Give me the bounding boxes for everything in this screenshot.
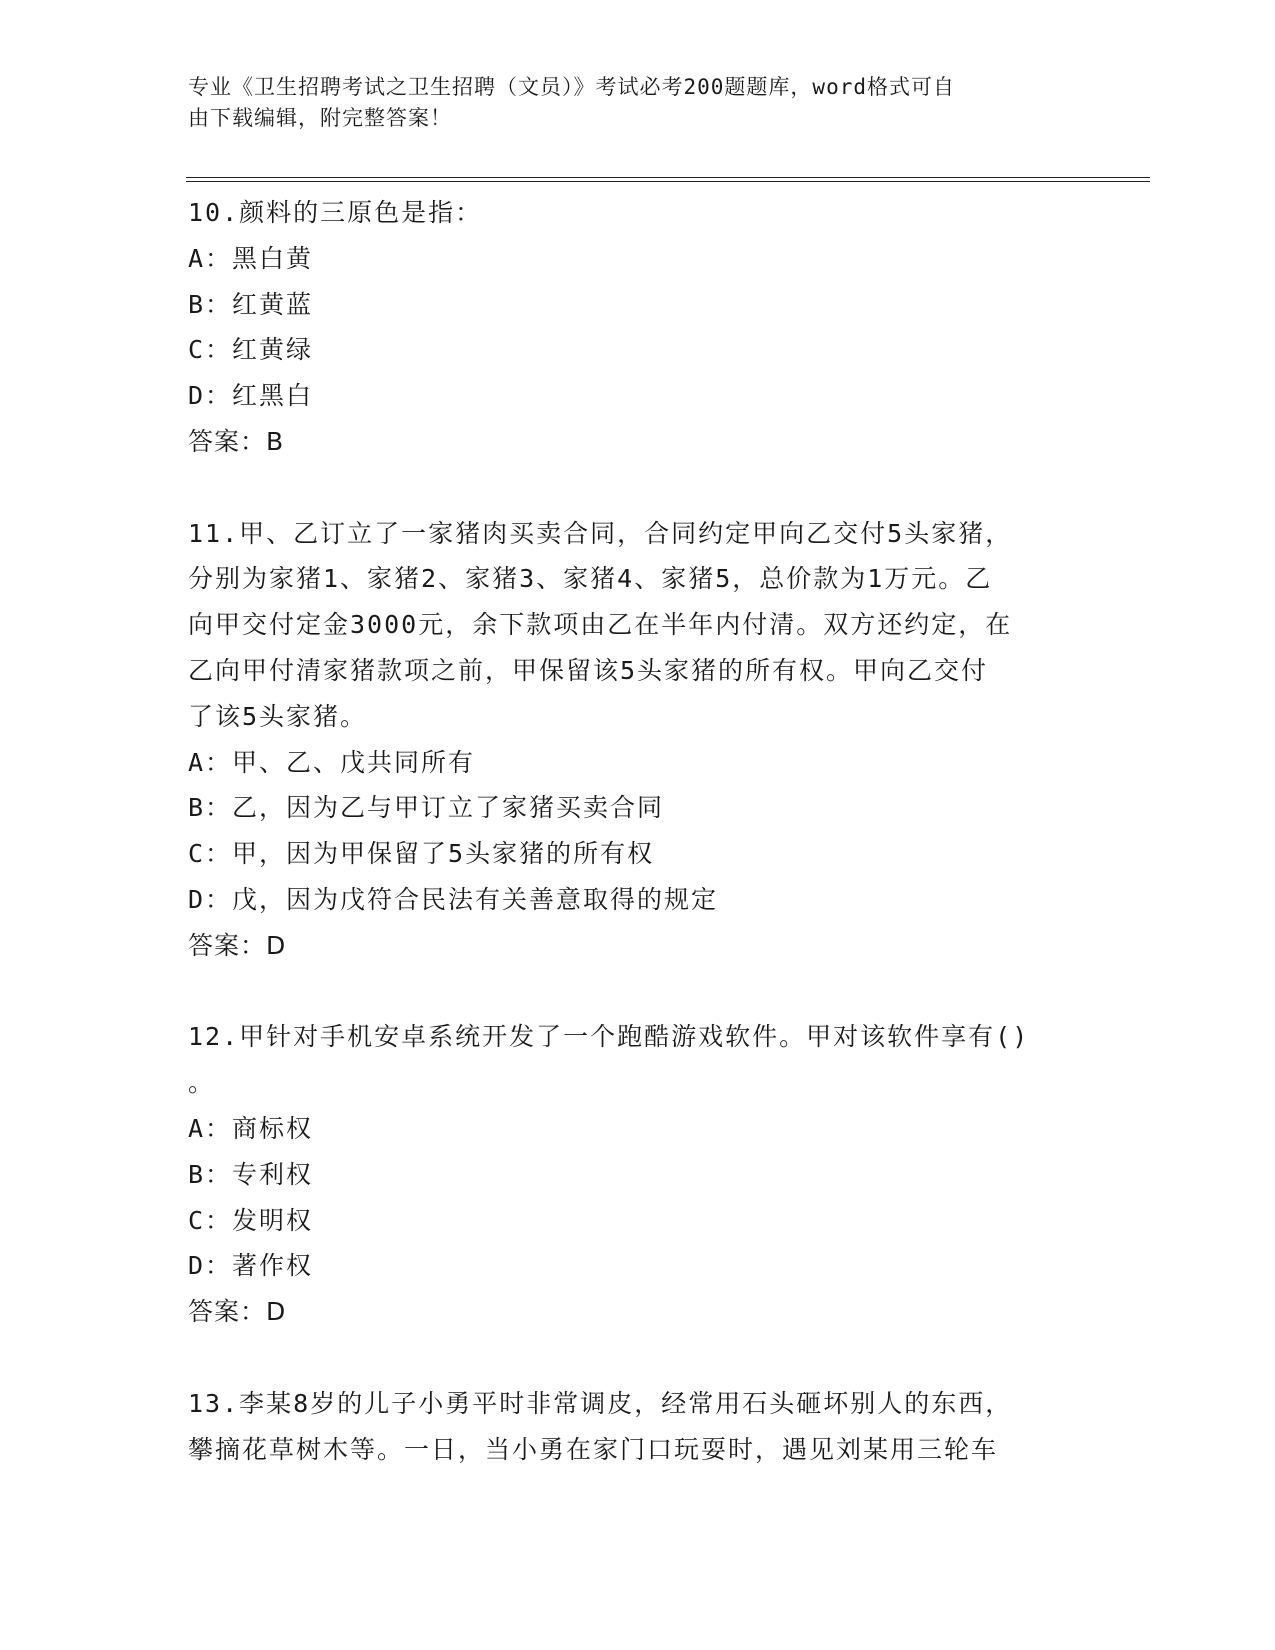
document-header xyxy=(188,72,1068,134)
question-stem: 了该5头家猪。 xyxy=(188,701,368,731)
answer-line: 答案：D xyxy=(188,930,287,960)
option-b: B：红黄蓝 xyxy=(188,289,314,319)
header-line-1: 专业《卫生招聘考试之卫生招聘（文员）》考试必考200题题库，word格式可自 xyxy=(188,75,955,99)
question-spacer xyxy=(188,1335,1088,1381)
option-c: C：红黄绿 xyxy=(188,335,314,365)
question-stem: 向甲交付定金3000元，余下款项由乙在半年内付清。双方还约定，在 xyxy=(188,610,1013,640)
option-b: B：专利权 xyxy=(188,1159,314,1189)
question-12 xyxy=(188,1014,1088,1335)
option-c: C：甲，因为甲保留了5头家猪的所有权 xyxy=(188,839,655,869)
question-stem: 乙向甲付清家猪款项之前，甲保留该5头家猪的所有权。甲向乙交付 xyxy=(188,655,989,685)
header-divider-bottom xyxy=(186,181,1150,182)
option-b: B：乙，因为乙与甲订立了家猪买卖合同 xyxy=(188,793,665,823)
answer-line: 答案：D xyxy=(188,1297,287,1327)
option-a: A：商标权 xyxy=(188,1113,314,1143)
option-d: D：著作权 xyxy=(188,1251,314,1281)
question-list xyxy=(188,190,1088,1472)
question-stem: 11.甲、乙订立了一家猪肉买卖合同，合同约定甲向乙交付5头家猪， xyxy=(188,518,1013,548)
question-spacer xyxy=(188,969,1088,1015)
question-stem: 。 xyxy=(188,1068,216,1098)
question-stem: 12.甲针对手机安卓系统开发了一个跑酷游戏软件。甲对该软件享有() xyxy=(188,1022,1030,1052)
option-c: C：发明权 xyxy=(188,1205,314,1235)
header-divider-top xyxy=(186,177,1150,178)
question-stem: 10.颜料的三原色是指： xyxy=(188,198,483,227)
option-a: A：黑白黄 xyxy=(188,243,314,273)
option-d: D：戊，因为戊符合民法有关善意取得的规定 xyxy=(188,884,719,914)
question-13 xyxy=(188,1381,1088,1473)
option-d: D：红黑白 xyxy=(188,381,314,411)
option-a: A：甲、乙、戊共同所有 xyxy=(188,747,476,777)
answer-line: 答案：B xyxy=(188,426,285,456)
question-10 xyxy=(188,190,1088,465)
header-line-2: 由下载编辑，附完整答案！ xyxy=(188,106,452,130)
question-stem: 分别为家猪1、家猪2、家猪3、家猪4、家猪5，总价款为1万元。乙 xyxy=(188,564,993,594)
question-spacer xyxy=(188,465,1088,511)
question-stem: 攀摘花草树木等。一日，当小勇在家门口玩耍时，遇见刘某用三轮车 xyxy=(188,1434,999,1464)
question-stem: 13.李某8岁的儿子小勇平时非常调皮，经常用石头砸坏别人的东西， xyxy=(188,1388,1013,1418)
question-11 xyxy=(188,511,1088,969)
